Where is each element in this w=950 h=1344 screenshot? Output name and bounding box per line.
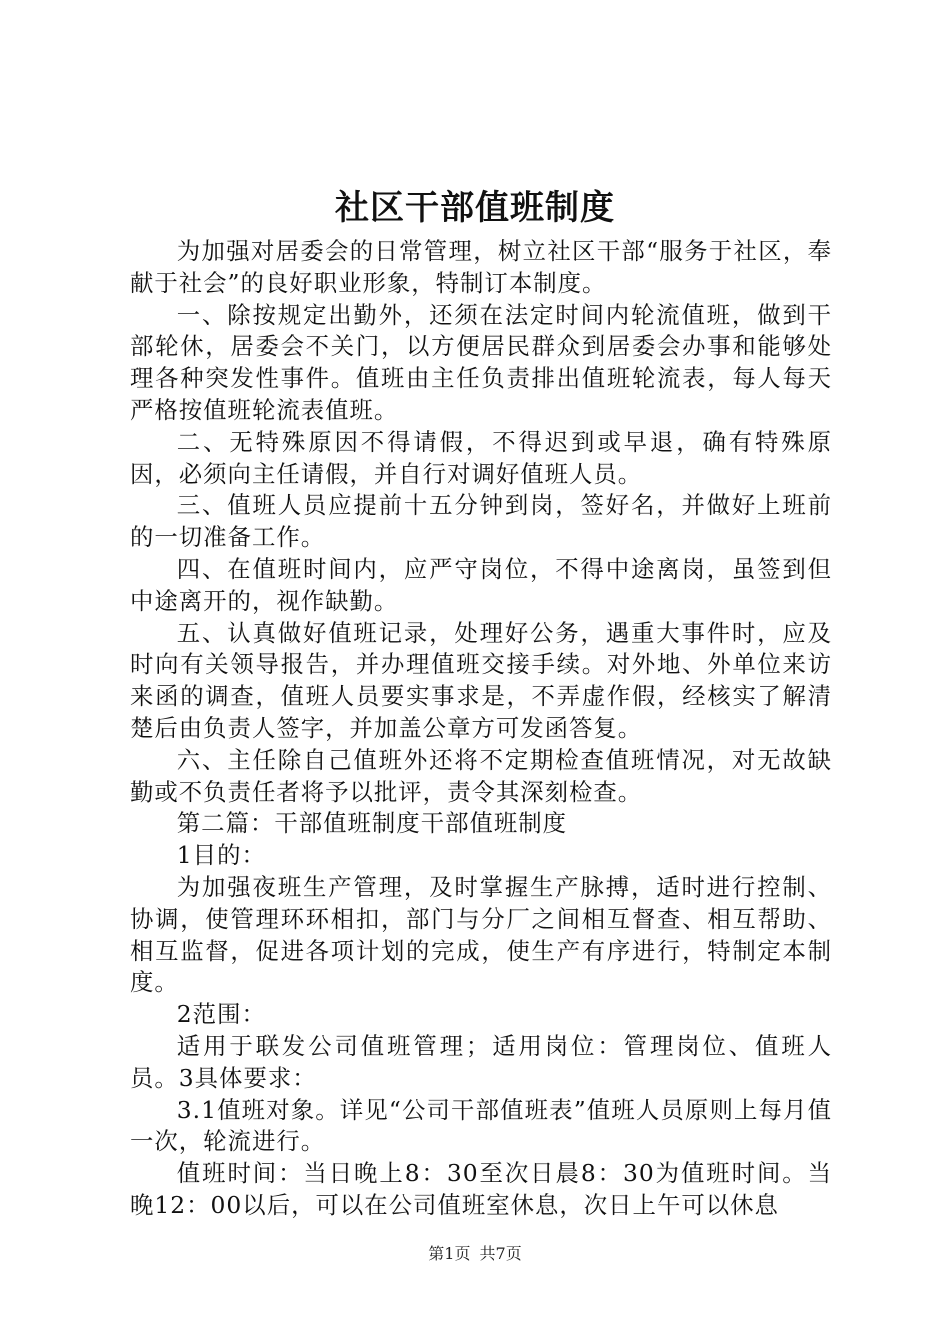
paragraph-rule-2: 二、无特殊原因不得请假，不得迟到或早退，确有特殊原因，必须向主任请假，并自行对调好值班人员。 — [130, 427, 832, 488]
paragraph-duty-target: 3.1值班对象。详见“公司干部值班表”值班人员原则上每月值一次，轮流进行。 — [130, 1095, 832, 1156]
page-total: 共7页 — [479, 1244, 522, 1263]
document-body — [130, 236, 832, 1222]
paragraph-rule-5: 五、认真做好值班记录，处理好公务，遇重大事件时，应及时向有关领导报告，并办理值班交接手续。对外地、外单位来访来函的调查，值班人员要实事求是，不弄虚作假，经核实了解清楚后由负责人签字，并加盖公章方可发函答复。 — [130, 618, 832, 742]
page-footer — [0, 1243, 950, 1265]
document-title: 社区干部值班制度 — [335, 188, 615, 228]
paragraph-rule-3: 三、值班人员应提前十五分钟到岗，签好名，并做好上班前的一切准备工作。 — [130, 491, 832, 552]
paragraph-rule-4: 四、在值班时间内，应严守岗位，不得中途离岗，虽签到但中途离开的，视作缺勤。 — [130, 554, 832, 615]
paragraph-rule-6: 六、主任除自己值班外还将不定期检查值班情况，对无故缺勤或不负责任者将予以批评，责令其深刻检查。 — [130, 745, 832, 806]
paragraph-rule-1: 一、除按规定出勤外，还须在法定时间内轮流值班，做到干部轮休，居委会不关门，以方便居民群众到居委会办事和能够处理各种突发性事件。值班由主任负责排出值班轮流表，每人每天严格按值班轮流表值班。 — [130, 300, 832, 424]
section-heading-part-2: 第二篇：干部值班制度干部值班制度 — [176, 809, 568, 838]
section-heading-purpose: 1目的： — [176, 841, 266, 870]
paragraph-duty-time: 值班时间：当日晚上8：30至次日晨8：30为值班时间。当晚12：00以后，可以在公司值班室休息，次日上午可以休息 — [130, 1159, 832, 1219]
paragraph-purpose: 为加强夜班生产管理，及时掌握生产脉搏，适时进行控制、协调，使管理环环相扣，部门与分厂之间相互督查、相互帮助、相互监督，促进各项计划的完成，使生产有序进行，特制定本制度。 — [130, 872, 832, 997]
section-heading-scope: 2范围： — [176, 1000, 266, 1029]
paragraph-intro: 为加强对居委会的日常管理，树立社区干部“服务于社区，奉献于社会”的良好职业形象，特制订本制度。 — [130, 237, 832, 297]
paragraph-scope: 适用于联发公司值班管理；适用岗位：管理岗位、值班人员。3具体要求： — [130, 1031, 832, 1092]
page-number: 第1页 — [428, 1244, 471, 1263]
